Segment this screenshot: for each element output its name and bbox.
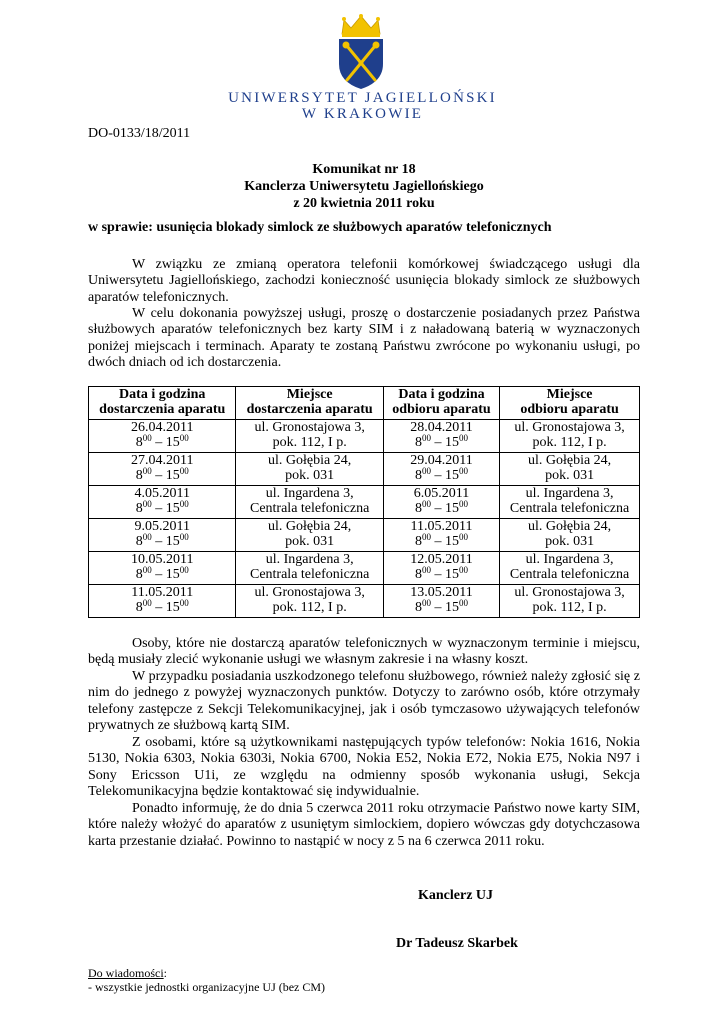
table-row [89,552,640,585]
pickup-place-cell: ul. Gołębia 24, pok. 031 [500,453,640,486]
delivery-date-cell: 4.05.2011 $8^{00} - 15^{00}$ [89,486,236,519]
pickup-place-cell: ul. Ingardena 3, Centrala telefoniczna [500,552,640,585]
delivery-date-cell: 26.04.2011 $8^{00} - 15^{00}$ [89,420,236,453]
pickup-date-cell: 11.05.2011 $8^{00} - 15^{00}$ [383,519,499,552]
document-number: DO-0133/18/2011 [88,126,191,141]
signature-title: Kanclerz UJ [418,888,494,903]
delivery-place-cell: ul. Ingardena 3, Centrala telefoniczna [236,552,383,585]
paragraph-6: Ponadto informuję, że do dnia 5 czerwca 2011 roku otrzymacie Państwo nowe karty SIM, które należy włożyć do aparatów z usuniętym simlockiem, dopiero wówczas gdy dotychczasowa karta przestanie działać. Powinno to nastąpić w nocy z 5 na 6 czerwca 2011 roku. [88,801,640,849]
delivery-time: $8^{00} - 15^{00}$ [135,466,189,483]
delivery-place-cell: ul. Gronostajowa 3, pok. 112, I p. [236,420,383,453]
table-header-row [89,387,640,420]
pickup-date-cell: 12.05.2011 $8^{00} - 15^{00}$ [383,552,499,585]
column-header-delivery-place: Miejsce dostarczenia aparatu [236,387,383,420]
delivery-time: $8^{00} - 15^{00}$ [135,499,189,516]
pickup-date-cell: 29.04.2011 $8^{00} - 15^{00}$ [383,453,499,486]
delivery-place-cell: ul. Gołębia 24, pok. 031 [236,519,383,552]
pickup-time: $8^{00} - 15^{00}$ [415,532,469,549]
column-header-delivery-date: Data i godzina dostarczenia aparatu [89,387,236,420]
delivery-time: $8^{00} - 15^{00}$ [135,532,189,549]
delivery-place-cell: ul. Ingardena 3, Centrala telefoniczna [236,486,383,519]
pickup-time: $8^{00} - 15^{00}$ [415,499,469,516]
document-heading [88,161,640,212]
delivery-time: $8^{00} - 15^{00}$ [135,565,189,582]
university-name-line1: UNIWERSYTET JAGIELLOŃSKI [228,90,497,106]
university-crest-icon [336,14,386,90]
pickup-time: $8^{00} - 15^{00}$ [415,565,469,582]
paragraph-3: Osoby, które nie dostarczą aparatów telefonicznych w wyznaczonym terminie i miejscu, będą musiały zlecić wykonanie usługi we własnym zakresie i na własny koszt. [88,636,640,668]
pickup-place-cell: ul. Gronostajowa 3, pok. 112, I p. [500,585,640,618]
table-row [89,453,640,486]
table-row [89,486,640,519]
pickup-place-cell: ul. Gronostajowa 3, pok. 112, I p. [500,420,640,453]
university-name-line2: W KRAKOWIE [301,106,424,122]
delivery-place-cell: ul. Gołębia 24, pok. 031 [236,453,383,486]
paragraph-1: W związku ze zmianą operatora telefonii komórkowej świadczącego usługi dla Uniwersytetu Jagiellońskiego, zachodzi konieczność usunięcia blokady simlock ze służbowych aparatów telefonicznych. [88,257,640,305]
heading-line1: Komunikat nr 18 [312,162,416,177]
pickup-time: $8^{00} - 15^{00}$ [415,598,469,615]
pickup-place-cell: ul. Gołębia 24, pok. 031 [500,519,640,552]
pickup-date-cell: 13.05.2011 $8^{00} - 15^{00}$ [383,585,499,618]
column-header-pickup-date: Data i godzina odbioru aparatu [383,387,499,420]
distribution-heading: Do wiadomości: [88,966,167,980]
delivery-date-cell: 27.04.2011 $8^{00} - 15^{00}$ [89,453,236,486]
delivery-place-cell: ul. Gronostajowa 3, pok. 112, I p. [236,585,383,618]
document-subject: w sprawie: usunięcia blokady simlock ze służbowych aparatów telefonicznych [88,220,552,235]
delivery-time: $8^{00} - 15^{00}$ [135,598,189,615]
pickup-place-cell: ul. Ingardena 3, Centrala telefoniczna [500,486,640,519]
table-row [89,420,640,453]
table-row [89,585,640,618]
paragraph-5: Z osobami, które są użytkownikami następujących typów telefonów: Nokia 1616, Nokia 5130, Nokia 6303, Nokia 6303i, Nokia 6700, Nokia E52, Nokia E72, Nokia E75, Nokia N97 i Sony Ericsson U1i, ze względu na odmienny sposób wykonania usługi, Sekcja Telekomunikacyjna będzie kontaktować się indywidualnie. [88,735,640,800]
pickup-time: $8^{00} - 15^{00}$ [415,433,469,450]
heading-line2: Kanclerza Uniwersytetu Jagiellońskiego [244,179,484,194]
pickup-date-cell: 28.04.2011 $8^{00} - 15^{00}$ [383,420,499,453]
paragraph-4: W przypadku posiadania uszkodzonego telefonu służbowego, również należy zgłosić się z nim do jednego z powyżej wyznaczonych punktów. Dotyczy to zarówno osób, które otrzymały telefony zastępcze z Sekcji Telekomunikacyjnej, jak i osób tymczasowo używających telefonów prywatnych ze służbową kartą SIM. [88,669,640,734]
distribution-item: - wszystkie jednostki organizacyjne UJ (bez CM) [88,980,326,994]
schedule-table [88,386,640,618]
delivery-date-cell: 10.05.2011 $8^{00} - 15^{00}$ [89,552,236,585]
delivery-time: $8^{00} - 15^{00}$ [135,433,189,450]
signature-name: Dr Tadeusz Skarbek [396,936,518,951]
pickup-time: $8^{00} - 15^{00}$ [415,466,469,483]
delivery-date-cell: 11.05.2011 $8^{00} - 15^{00}$ [89,585,236,618]
table-row [89,519,640,552]
paragraph-2: W celu dokonania powyższej usługi, proszę o dostarczenie posiadanych przez Państwa służbowych aparatów telefonicznych bez karty SIM i z naładowaną baterią w wyznaczonych poniżej miejscach i terminach. Aparaty te zostaną Państwu zwrócone po wykonaniu usługi, po dwóch dniach od ich dostarczenia. [88,306,640,371]
pickup-date-cell: 6.05.2011 $8^{00} - 15^{00}$ [383,486,499,519]
heading-line3: z 20 kwietnia 2011 roku [293,196,435,211]
column-header-pickup-place: Miejsce odbioru aparatu [500,387,640,420]
delivery-date-cell: 9.05.2011 $8^{00} - 15^{00}$ [89,519,236,552]
